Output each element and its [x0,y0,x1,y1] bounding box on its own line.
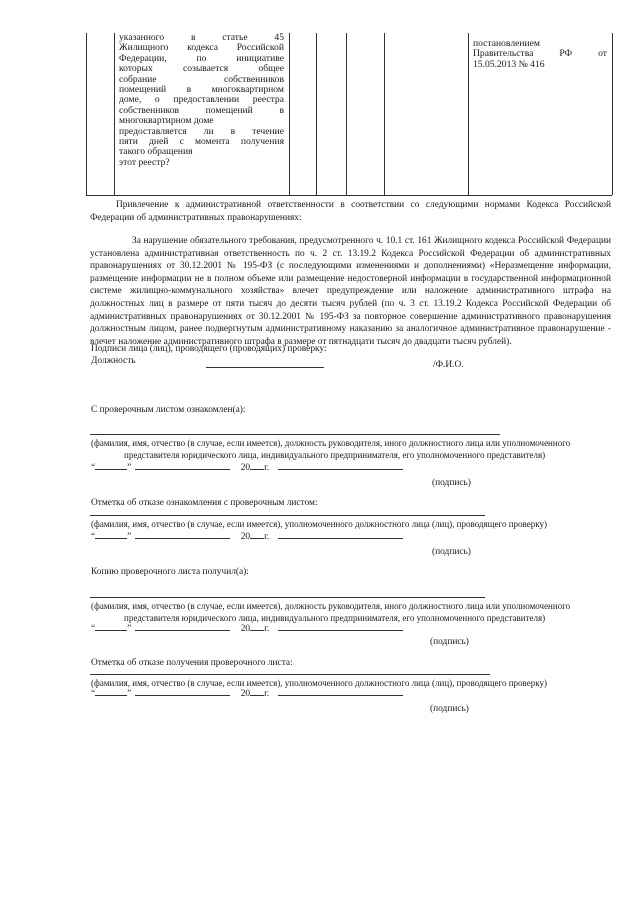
refusal-caption: (фамилия, имя, отчество (в случае, если имеется), уполномоченного должностного лица (лиц), проводящего проверку) [91,519,547,529]
date-close-quote: ” [127,624,132,634]
table-border [316,33,317,195]
familiarized-label: С проверочным листом ознакомлен(а): [91,405,246,415]
reference-line: постановлением [473,38,540,49]
liability-intro: Привлечение к административной ответственности в соответствии со следующими нормами Кодекса Российской Федерации об административных правонарушениях: [90,200,611,223]
date-year-prefix: 20 [240,689,251,699]
inspector-signature-label: Подписи лица (лиц), проводящего (проводящих) проверку: [91,344,327,354]
question-line: этот реестр? [119,156,170,168]
date-close-quote: ” [127,532,132,542]
familiarized-date [91,463,403,473]
question-line: собрание собственников [119,73,284,85]
table-border [289,33,290,195]
copy-received-name-line [90,597,485,598]
date-year-prefix: 20 [240,463,251,473]
signature-caption: (подпись) [430,637,469,647]
table-border [346,33,347,195]
position-label: Должность [91,356,136,366]
familiarized-caption: представителя юридического лица, индивидуального предпринимателя, его уполномоченного представителя) [124,450,546,460]
reference-line: Правительства РФ от [473,48,607,60]
copy-caption: представителя юридического лица, индивидуального предпринимателя, его уполномоченного представителя) [124,613,546,623]
table-question-cell [119,33,284,168]
question-line: такого обращения [119,146,193,158]
question-line: собственников помещений в [119,104,284,116]
copy-caption: (фамилия, имя, отчество (в случае, если имеется), должность руководителя, иного должностного лица или уполномоченного [91,601,571,611]
copy-received-date [91,624,403,634]
fio-label: /Ф.И.О. [433,360,464,370]
date-year-prefix: 20 [240,624,251,634]
table-border-right [612,33,613,195]
familiarized-caption: (фамилия, имя, отчество (в случае, если имеется), должность руководителя, иного должностного лица или уполномоченного [91,438,571,448]
copy-received-label: Копию проверочного листа получил(а): [91,567,249,577]
date-open-quote: “ [91,689,96,699]
date-open-quote: “ [91,624,96,634]
question-line: указанного в статье 45 [119,32,284,43]
question-line: которых созывается общее [119,63,284,75]
date-year-suffix: г. [264,532,270,542]
table-reference-cell [473,39,607,70]
date-close-quote: ” [127,463,132,473]
question-line: Жилищного кодекса Российской [119,42,284,54]
liability-body: За нарушение обязательного требования, предусмотренного ч. 10.1 ст. 161 Жилищного кодекса Российской Федерации установлена административная ответственность по ч. 2 ст. 13.19.2 Кодекса Российской Федерации об административных правонарушениях от 30.12.2001 № 195-ФЗ (с последующими изменениями и дополнениями) «Неразмещение информации, размещение информации не в полном объеме или размещение недостоверной информации в государственной информационной системе жилищно-коммунального хозяйства» влечет предупреждение или наложение административного штрафа на должностных лиц в размере от пяти тысяч до десяти тысяч рублей (по ч. 3 ст. 13.19.2 Кодекса Российской Федерации об административных правонарушениях от 30.12.2001 № 195-ФЗ за повторное совершение административного правонарушения должностным лицом, ранее подвергнутым административному наказанию за аналогичное административное правонарушение - влечет наложение административного штрафа в размере от пятнадцати тысяч до двадцати тысяч рублей). [90,236,611,347]
signature-caption: (подпись) [430,704,469,714]
date-close-quote: ” [127,689,132,699]
signature-caption: (подпись) [432,547,471,557]
date-open-quote: “ [91,463,96,473]
refusal-receive-label: Отметка об отказе получения проверочного листа: [91,658,293,668]
table-border-left [86,33,87,195]
question-line: Федерации, по инициативе [119,52,284,64]
date-open-quote: “ [91,532,96,542]
refusal-caption: (фамилия, имя, отчество (в случае, если имеется), уполномоченного должностного лица (лиц), проводящего проверку) [91,678,547,688]
inspector-signature-line [206,367,324,368]
table-border [468,33,469,195]
refusal-familiarize-label: Отметка об отказе ознакомления с проверочным листом: [91,498,318,508]
reference-line: 15.05.2013 № 416 [473,58,545,70]
refusal-familiarize-date [91,532,403,542]
date-year-suffix: г. [264,463,270,473]
signature-caption: (подпись) [432,478,471,488]
familiarized-name-line [90,434,500,435]
question-line: многоквартирном доме [119,115,214,127]
table-bottom-border [86,195,612,196]
date-year-suffix: г. [264,624,270,634]
table-border [384,33,385,195]
date-year-suffix: г. [264,689,270,699]
question-line: пяти дней с момента получения [119,136,284,148]
question-line: предоставляется ли в течение [119,125,284,137]
refusal-receive-name-line [90,674,490,675]
refusal-familiarize-name-line [90,515,485,516]
table-border [114,33,115,195]
date-year-prefix: 20 [240,532,251,542]
question-line: доме, о предоставлении реестра [119,94,284,106]
question-line: помещений в многоквартирном [119,84,284,96]
refusal-receive-date [91,689,403,699]
